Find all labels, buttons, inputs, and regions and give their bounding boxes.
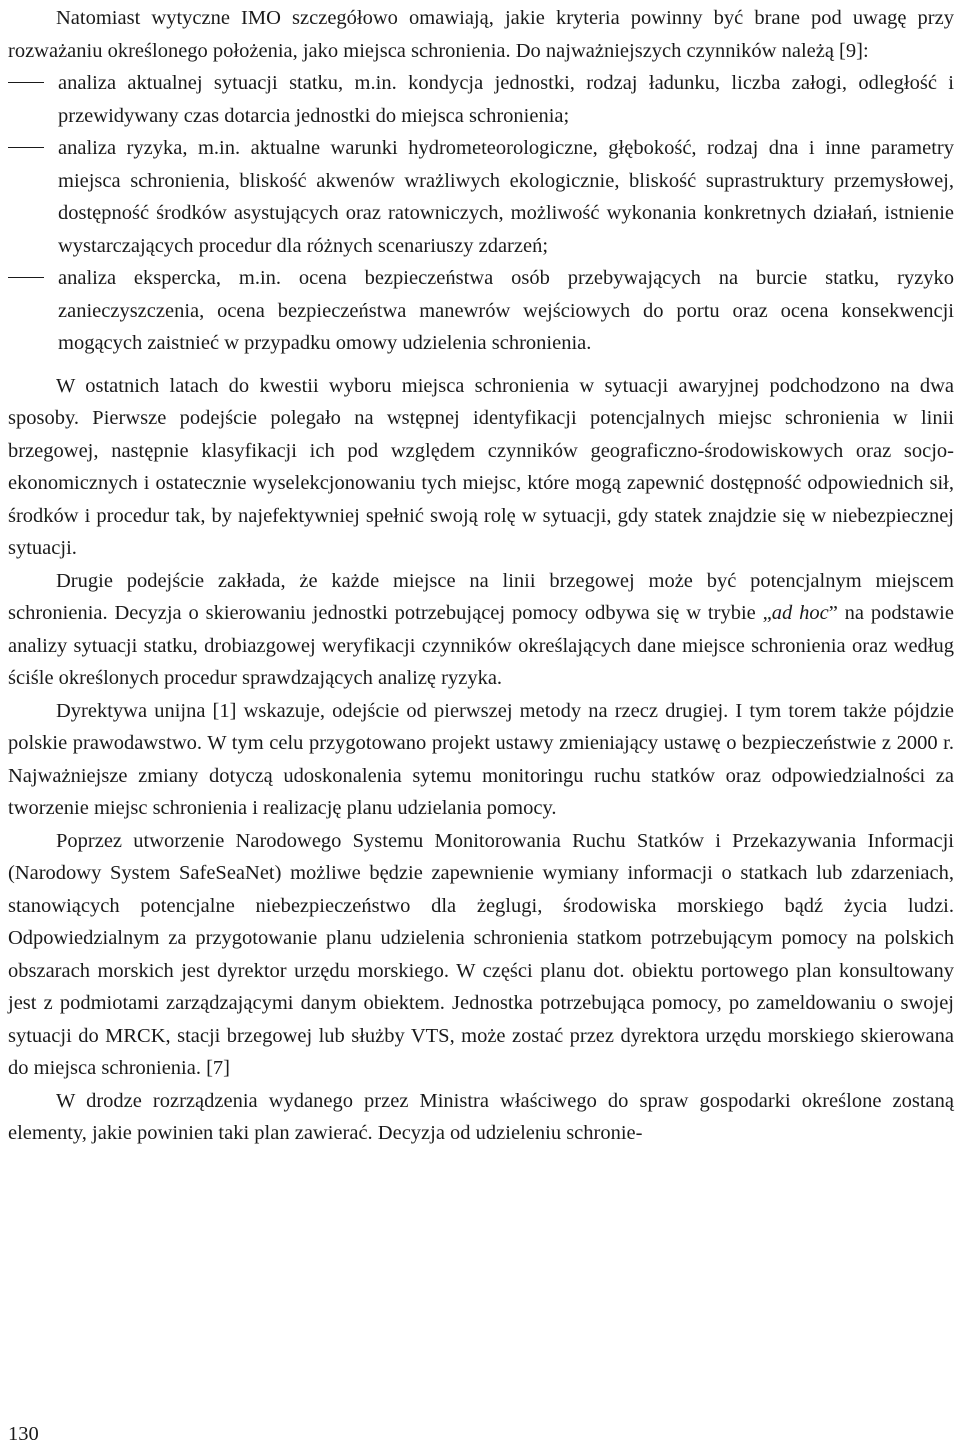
list-item-text: analiza aktualnej sytuacji statku, m.in. kondycja jednostki, rodzaj ładunku, liczba załogi, odległość i przewidywany czas dotarcia jednostki do miejsca schronienia; (58, 72, 954, 127)
page-number: 130 (8, 1423, 39, 1445)
list-item (8, 132, 954, 262)
list-item-text: analiza ryzyka, m.in. aktualne warunki hydrometeorologiczne, głębokość, rodzaj dna i inne parametry miejsca schronienia, bliskość akwenów wrażliwych ekologicznie, bliskość suprastruktury przemysłowej, dostępność środków asystujących oraz ratowniczych, możliwość wykonania konkretnych działań, istnienie wystarczających procedur dla różnych scenariuszy zdarzeń; (58, 137, 954, 257)
list-item (8, 262, 954, 360)
paragraph: W ostatnich latach do kwestii wyboru miejsca schronienia w sytuacji awaryjnej podchodzono na dwa sposoby. Pierwsze podejście polegało na wstępnej identyfikacji potencjalnych miejsc schronienia w linii brzegowej, następnie klasyfikacji ich pod względem czynników geograficzno-środowiskowych oraz socjo-ekonomicznych i ostatecznie wyselekcjonowaniu tych miejsc, które mogą zapewnić dostępność odpowiednich sił, środków i procedur tak, by najefektywniej spełnić swoją rolę w sytuacji, gdy statek znajdzie się w niebezpiecznej sytuacji. (8, 374, 954, 559)
list-item-text: analiza ekspercka, m.in. ocena bezpieczeństwa osób przebywających na burcie statku, ryzyko zanieczyszczenia, ocena bezpieczeństwa manewrów wejściowych do portu oraz ocena konsekwencji mogących zaistnieć w przypadku omowy udzielenia schronienia. (58, 267, 954, 354)
dash-bullet (8, 82, 44, 83)
paragraph: Poprzez utworzenie Narodowego Systemu Monitorowania Ruchu Statków i Przekazywania Informacji (Narodowy System SafeSeaNet) możliwe będzie zapewnienie wymiany informacji o statkach lub zdarzeniach, stanowiących potencjalne niebezpieczeństwo dla żeglugi, środowiska morskiego bądź życia ludzi. Odpowiedzialnym za przygotowanie planu udzielenia schronienia statkom potrzebującym pomocy na polskich obszarach morskich jest dyrektor urzędu morskiego. W części planu dot. obiektu portowego plan konsultowany jest z podmiotami zarządzającymi danym obiektem. Jednostka potrzebująca pomocy, po zameldowaniu o swojej sytuacji do MRCK, stacji brzegowej lub służby VTS, może zostać przez dyrektora urzędu morskiego skierowana do miejsca schronienia. [7] (8, 829, 954, 1079)
paragraph: Dyrektywa unijna [1] wskazuje, odejście od pierwszej metody na rzecz drugiej. I tym torem także pójdzie polskie prawodawstwo. W tym celu przygotowano projekt ustawy zmieniający ustawę o bezpieczeństwie z 2000 r. Najważniejsze zmiany dotyczą udoskonalenia sytemu monitoringu ruchu statków oraz odpowiedzialności za tworzenie miejsc schronienia i realizację planu udzielania pomocy. (8, 699, 954, 819)
page-body (8, 2, 954, 1150)
paragraph-text: ” na podstawie analizy sytuacji statku, drobiazgowej weryfikacji czynników określających dane miejsce schronienia oraz według ściśle określonych procedur sprawdzających analizę ryzyka. (8, 602, 954, 689)
italic-term: ad hoc (771, 602, 829, 624)
list-item (8, 67, 954, 132)
paragraph (8, 565, 954, 695)
factors-list (8, 67, 954, 360)
paragraph: W drodze rozrządzenia wydanego przez Ministra właściwego do spraw gospodarki określone zostaną elementy, jakie powinien taki plan zawierać. Decyzja od udzieleniu schronie- (8, 1089, 954, 1144)
dash-bullet (8, 277, 44, 278)
dash-bullet (8, 147, 44, 148)
section-gap (8, 360, 954, 370)
intro-paragraph: Natomiast wytyczne IMO szczegółowo omawiają, jakie kryteria powinny być brane pod uwagę przy rozważaniu określonego położenia, jako miejsca schronienia. Do najważniejszych czynników należą [9]: (8, 7, 954, 62)
paragraph-text: Drugie podejście zakłada, że każde miejsce na linii brzegowej może być potencjalnym miejscem schronienia. Decyzja o skierowaniu jednostki potrzebującej pomocy odbywa się w trybie „ (8, 569, 954, 624)
